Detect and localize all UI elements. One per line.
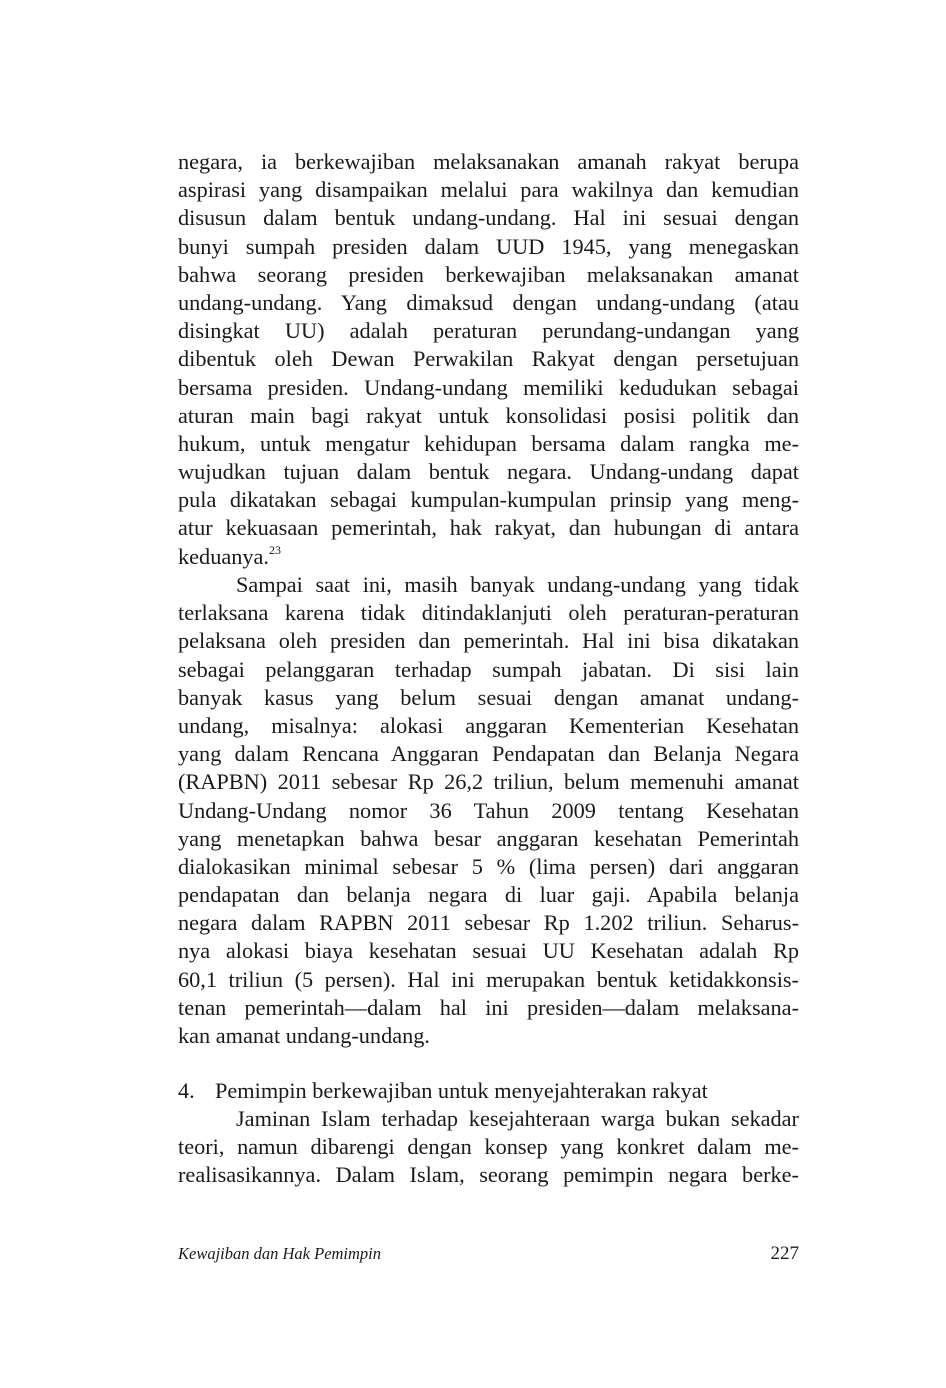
text-line: dialokasikan minimal sebesar 5 % (lima persen) dari anggaran bbox=[178, 853, 799, 879]
text-line: bunyi sumpah presiden dalam UUD 1945, yang menegaskan bbox=[178, 233, 799, 259]
text-line: negara dalam RAPBN 2011 sebesar Rp 1.202 triliun. Seharus- bbox=[178, 910, 799, 936]
text-line-indented: Sampai saat ini, masih banyak undang-undang yang tidak bbox=[236, 572, 799, 597]
text-line: yang menetapkan bahwa besar anggaran kesehatan Pemerintah bbox=[178, 825, 799, 851]
text-line: (RAPBN) 2011 sebesar Rp 26,2 triliun, belum memenuhi amanat bbox=[178, 769, 799, 795]
text-line: disingkat UU) adalah peraturan perundang-undangan yang bbox=[178, 318, 799, 344]
text-line-indented: Jaminan Islam terhadap kesejahteraan warga bukan sekadar bbox=[236, 1106, 799, 1131]
list-item-4 bbox=[178, 1077, 708, 1105]
text-line: disusun dalam bentuk undang-undang. Hal ini sesuai dengan bbox=[178, 205, 799, 231]
text-line: atur kekuasaan pemerintah, hak rakyat, dan hubungan di antara bbox=[178, 515, 799, 541]
text-line: undang, misalnya: alokasi anggaran Kementerian Kesehatan bbox=[178, 712, 799, 738]
text-line-last bbox=[178, 543, 799, 571]
page-footer bbox=[178, 1244, 799, 1264]
text-line: aturan main bagi rakyat untuk konsolidasi posisi politik dan bbox=[178, 402, 799, 428]
text-line: dibentuk oleh Dewan Perwakilan Rakyat dengan persetujuan bbox=[178, 346, 799, 372]
text-line: negara, ia berkewajiban melaksanakan amanah rakyat berupa bbox=[178, 149, 799, 174]
text-line: undang-undang. Yang dimaksud dengan undang-undang (atau bbox=[178, 289, 799, 315]
text-line: sebagai pelanggaran terhadap sumpah jabatan. Di sisi lain bbox=[178, 656, 799, 682]
running-title: Kewajiban dan Hak Pemimpin bbox=[178, 1244, 382, 1263]
text-line: pendapatan dan belanja negara di luar gaji. Apabila belanja bbox=[178, 882, 799, 908]
list-number: 4. bbox=[178, 1078, 195, 1103]
text-line: bahwa seorang presiden berkewajiban melaksanakan amanat bbox=[178, 261, 799, 287]
text-line-content: keduanya. bbox=[178, 543, 270, 569]
paragraph-3 bbox=[178, 1105, 799, 1190]
text-line: banyak kasus yang belum sesuai dengan amanat undang- bbox=[178, 684, 799, 710]
list-heading-text: Pemimpin berkewajiban untuk menyejahterakan rakyat bbox=[215, 1078, 708, 1103]
text-line: teori, namun dibarengi dengan konsep yang konkret dalam me- bbox=[178, 1134, 799, 1160]
text-line: bersama presiden. Undang-undang memiliki kedudukan sebagai bbox=[178, 374, 799, 400]
text-line: nya alokasi biaya kesehatan sesuai UU Kesehatan adalah Rp bbox=[178, 938, 799, 964]
text-line: aspirasi yang disampaikan melalui para wakilnya dan kemudian bbox=[178, 177, 799, 203]
text-line: tenan pemerintah—dalam hal ini presiden—dalam melaksana- bbox=[178, 994, 799, 1020]
text-line: pula dikatakan sebagai kumpulan-kumpulan prinsip yang meng- bbox=[178, 487, 799, 513]
paragraph-2 bbox=[178, 571, 799, 1050]
text-line: realisasikannya. Dalam Islam, seorang pemimpin negara berke- bbox=[178, 1162, 799, 1188]
text-line: yang dalam Rencana Anggaran Pendapatan dan Belanja Negara bbox=[178, 741, 799, 767]
text-line: terlaksana karena tidak ditindaklanjuti oleh peraturan-peraturan bbox=[178, 600, 799, 626]
footnote-reference[interactable]: 23 bbox=[269, 542, 282, 557]
text-line-last: kan amanat undang-undang. bbox=[178, 1023, 430, 1048]
paragraph-1 bbox=[178, 148, 799, 571]
text-line: wujudkan tujuan dalam bentuk negara. Undang-undang dapat bbox=[178, 459, 799, 485]
text-line: pelaksana oleh presiden dan pemerintah. Hal ini bisa dikatakan bbox=[178, 628, 799, 654]
page-number: 227 bbox=[770, 1243, 799, 1264]
text-line: Undang-Undang nomor 36 Tahun 2009 tentang Kesehatan bbox=[178, 797, 799, 823]
text-line: hukum, untuk mengatur kehidupan bersama dalam rangka me- bbox=[178, 430, 799, 456]
text-line: 60,1 triliun (5 persen). Hal ini merupakan bentuk ketidakkonsis- bbox=[178, 966, 799, 992]
